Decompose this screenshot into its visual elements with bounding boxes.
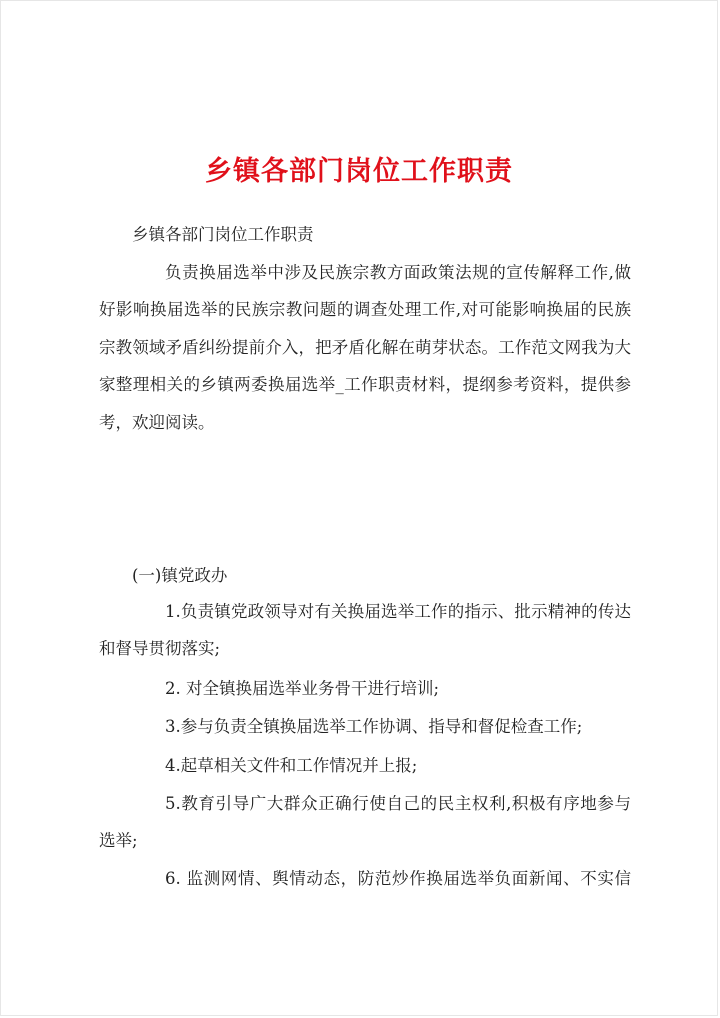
document-title: 乡镇各部门岗位工作职责 <box>205 156 513 187</box>
intro-line: 宗教领域矛盾纠纷提前介入，把矛盾化解在萌芽状态。工作范文网我为大 <box>99 338 631 357</box>
section-heading: (一)镇党政办 <box>132 566 228 585</box>
document-subtitle: 乡镇各部门岗位工作职责 <box>132 225 314 244</box>
list-item-continuation: 和督导贯彻落实; <box>99 639 221 658</box>
list-item: 6. 监测网情、舆情动态，防范炒作换届选举负面新闻、不实信 <box>165 869 631 888</box>
intro-line: 好影响换届选举的民族宗教问题的调查处理工作,对可能影响换届的民族 <box>99 300 631 319</box>
list-item: 5.教育引导广大群众正确行使自己的民主权利,积极有序地参与 <box>165 794 631 813</box>
list-item: 4.起草相关文件和工作情况并上报; <box>165 756 418 775</box>
intro-line: 家整理相关的乡镇两委换届选举_工作职责材料，提纲参考资料，提供参 <box>99 375 631 394</box>
intro-line: 考，欢迎阅读。 <box>99 413 215 432</box>
list-item: 1.负责镇党政领导对有关换届选举工作的指示、批示精神的传达 <box>165 602 631 621</box>
list-item: 3.参与负责全镇换届选举工作协调、指导和督促检查工作; <box>165 717 583 736</box>
intro-line: 负责换届选举中涉及民族宗教方面政策法规的宣传解释工作,做 <box>165 263 631 282</box>
list-item: 2. 对全镇换届选举业务骨干进行培训; <box>165 679 440 698</box>
list-item-continuation: 选举; <box>99 831 138 850</box>
